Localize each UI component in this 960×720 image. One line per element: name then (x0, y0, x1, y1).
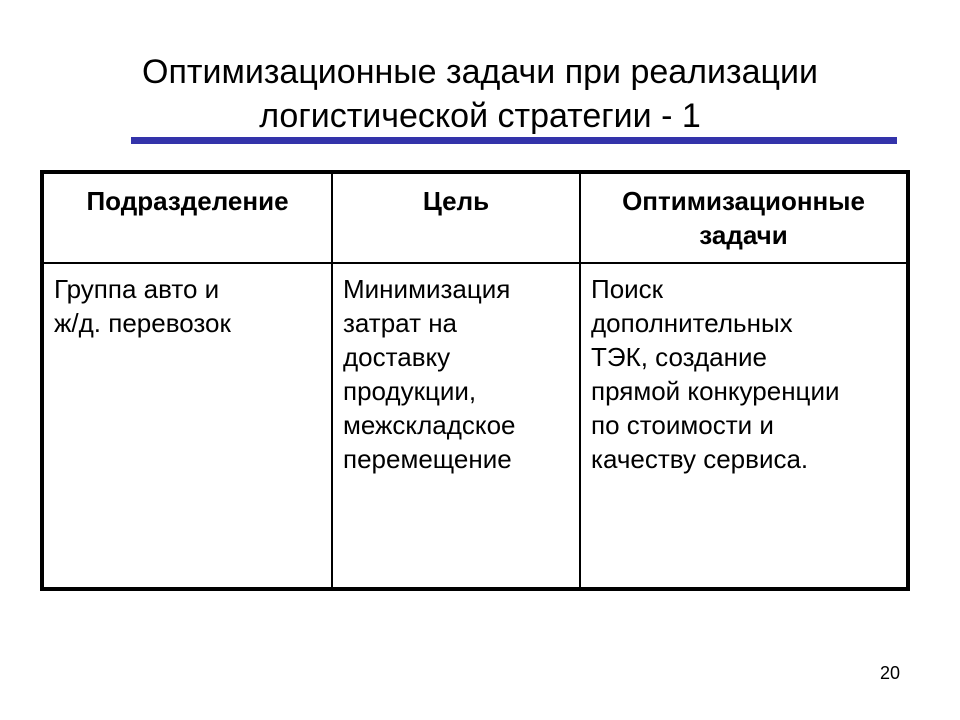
cell-goal-line: межскладское (343, 410, 516, 440)
page-number: 20 (879, 663, 900, 683)
cell-goal (332, 263, 580, 589)
cell-tasks-line: прямой конкуренции (591, 376, 840, 406)
slide-title-line-1: Оптимизационные задачи при реализации (142, 53, 818, 91)
cell-goal-line: перемещение (343, 444, 512, 474)
cell-tasks-line: по стоимости и (591, 410, 774, 440)
slide-title (60, 50, 900, 138)
cell-division-line: Группа авто и (54, 274, 220, 304)
cell-tasks-line: ТЭК, создание (591, 342, 767, 372)
title-underline-divider (131, 137, 897, 144)
cell-division-line: ж/д. перевозок (54, 308, 231, 338)
header-goal (332, 172, 580, 263)
cell-goal-line: Минимизация (343, 274, 511, 304)
header-division (42, 172, 332, 263)
table-row (42, 263, 908, 589)
cell-tasks-line: дополнительных (591, 308, 793, 338)
cell-goal-line: доставку (343, 342, 451, 372)
cell-tasks-line: Поиск (591, 274, 664, 304)
cell-goal-line: продукции, (343, 376, 477, 406)
cell-optimization-tasks (580, 263, 908, 589)
header-optimization-tasks (580, 172, 908, 263)
slide-title-line-2: логистической стратегии - 1 (259, 97, 701, 135)
header-tasks-line-2: задачи (699, 220, 788, 250)
header-division-label: Подразделение (86, 186, 289, 216)
cell-tasks-line: качеству сервиса. (591, 444, 809, 474)
cell-goal-line: затрат на (343, 308, 458, 338)
header-tasks-line-1: Оптимизационные (622, 186, 865, 216)
optimization-tasks-table (40, 170, 910, 591)
cell-division (42, 263, 332, 589)
header-goal-label: Цель (422, 186, 490, 216)
table-header-row (42, 172, 908, 263)
